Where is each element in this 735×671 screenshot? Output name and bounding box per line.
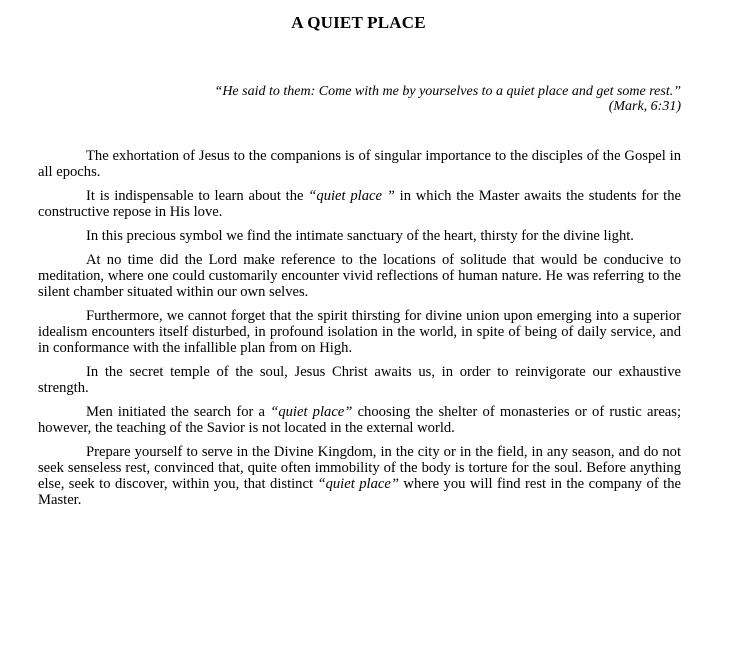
paragraph <box>38 188 681 220</box>
page-title: A QUIET PLACE <box>291 13 426 32</box>
epigraph-reference: (Mark, 6:31) <box>608 99 681 114</box>
paragraph: At no time did the Lord make reference to the locations of solitude that would be conducive to meditation, where one could customarily encounter vivid reflections of human nature. He was referring to the silent chamber situated within our own selves. <box>38 252 681 300</box>
quiet-place-emphasis: “quiet place ” <box>308 188 395 204</box>
quiet-place-emphasis: “quiet place” <box>317 476 399 492</box>
epigraph <box>215 84 681 114</box>
paragraph-text: where you will find rest in the company of the Master. <box>38 476 682 508</box>
quiet-place-emphasis: “quiet place” <box>270 404 353 420</box>
paragraph <box>38 404 681 436</box>
paragraph: In this precious symbol we find the intimate sanctuary of the heart, thirsty for the divine light. <box>86 228 634 244</box>
paragraph: Furthermore, we cannot forget that the spirit thirsting for divine union upon emerging into a superior idealism encounters itself disturbed, in profound isolation in the world, in spite of being of daily service, and in conformance with the infallible plan from on High. <box>38 308 681 356</box>
paragraph: In the secret temple of the soul, Jesus Christ awaits us, in order to reinvigorate our exhaustive strength. <box>38 364 681 396</box>
paragraph <box>38 444 681 508</box>
paragraph-text: choosing the shelter of monasteries or of rustic areas; however, the teaching of the Savior is not located in the external world. <box>38 404 682 436</box>
paragraph: The exhortation of Jesus to the companions is of singular importance to the disciples of the Gospel in all epochs. <box>38 148 681 180</box>
body-text <box>38 148 681 516</box>
paragraph-text: Men initiated the search for a <box>86 404 271 420</box>
paragraph-text: It is indispensable to learn about the <box>86 188 309 204</box>
epigraph-quote: “He said to them: Come with me by yourselves to a quiet place and get some rest.” <box>214 84 681 99</box>
paragraph-text: in which the Master awaits the students for the constructive repose in His love. <box>38 188 681 220</box>
paragraph-text: Prepare yourself to serve in the Divine Kingdom, in the city or in the field, in any season, and do not seek senseless rest, convinced that, quite often immobility of the body is torture for the soul. Before anything else, seek to discover, within you, that distinct <box>38 444 681 492</box>
